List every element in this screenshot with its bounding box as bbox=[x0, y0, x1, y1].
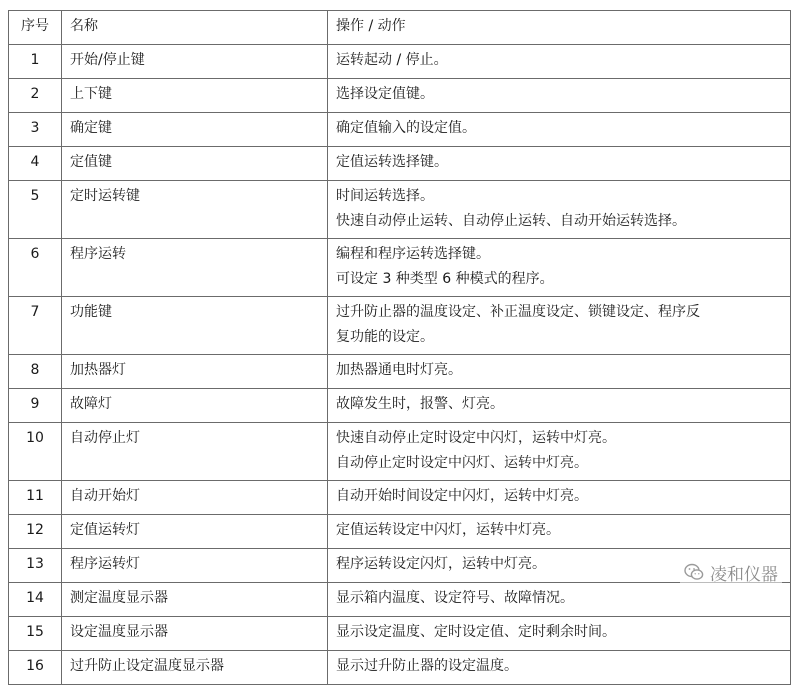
row-name: 确定键 bbox=[62, 113, 328, 147]
row-name: 过升防止设定温度显示器 bbox=[62, 651, 328, 685]
row-name: 功能键 bbox=[62, 297, 328, 355]
row-name: 设定温度显示器 bbox=[62, 617, 328, 651]
row-name: 开始/停止键 bbox=[62, 45, 328, 79]
row-name: 测定温度显示器 bbox=[62, 583, 328, 617]
table-row bbox=[9, 113, 791, 147]
action-line: 过升防止器的温度设定、补正温度设定、锁键设定、程序反 bbox=[336, 304, 700, 320]
row-name: 自动停止灯 bbox=[62, 423, 328, 481]
row-number: 6 bbox=[9, 239, 62, 297]
header-action: 操作 / 动作 bbox=[328, 11, 791, 45]
row-number: 4 bbox=[9, 147, 62, 181]
row-number: 7 bbox=[9, 297, 62, 355]
row-name: 上下键 bbox=[62, 79, 328, 113]
row-number: 2 bbox=[9, 79, 62, 113]
action-line: 自动开始时间设定中闪灯，运转中灯亮。 bbox=[336, 488, 588, 504]
action-line: 选择设定值键。 bbox=[336, 86, 434, 102]
action-line: 快速自动停止定时设定中闪灯，运转中灯亮。 bbox=[336, 430, 616, 446]
action-line: 定值运转选择键。 bbox=[336, 154, 448, 170]
table-row bbox=[9, 515, 791, 549]
table-row bbox=[9, 239, 791, 297]
table-row bbox=[9, 147, 791, 181]
table-row bbox=[9, 583, 791, 617]
row-number: 15 bbox=[9, 617, 62, 651]
table-row bbox=[9, 355, 791, 389]
row-number: 13 bbox=[9, 549, 62, 583]
action-line: 快速自动停止运转、自动停止运转、自动开始运转选择。 bbox=[336, 213, 686, 229]
row-action bbox=[328, 651, 791, 685]
action-line: 程序运转设定闪灯，运转中灯亮。 bbox=[336, 556, 546, 572]
table-row bbox=[9, 549, 791, 583]
row-action bbox=[328, 617, 791, 651]
row-action bbox=[328, 355, 791, 389]
row-name: 定值运转灯 bbox=[62, 515, 328, 549]
table-row bbox=[9, 79, 791, 113]
row-number: 12 bbox=[9, 515, 62, 549]
wechat-icon bbox=[684, 563, 704, 581]
row-number: 16 bbox=[9, 651, 62, 685]
row-action bbox=[328, 45, 791, 79]
row-action bbox=[328, 113, 791, 147]
row-number: 5 bbox=[9, 181, 62, 239]
row-action bbox=[328, 583, 791, 617]
table-row bbox=[9, 651, 791, 685]
row-number: 9 bbox=[9, 389, 62, 423]
action-line: 自动停止定时设定中闪灯、运转中灯亮。 bbox=[336, 455, 588, 471]
row-action bbox=[328, 481, 791, 515]
row-action bbox=[328, 423, 791, 481]
watermark-text: 凌和仪器 bbox=[710, 564, 778, 585]
row-number: 1 bbox=[9, 45, 62, 79]
action-line: 可设定 3 种类型 6 种模式的程序。 bbox=[336, 271, 554, 287]
action-line: 复功能的设定。 bbox=[336, 329, 434, 345]
row-name: 定值键 bbox=[62, 147, 328, 181]
row-name: 定时运转键 bbox=[62, 181, 328, 239]
row-action bbox=[328, 147, 791, 181]
action-line: 定值运转设定中闪灯，运转中灯亮。 bbox=[336, 522, 560, 538]
action-line: 显示箱内温度、设定符号、故障情况。 bbox=[336, 590, 574, 606]
row-action bbox=[328, 515, 791, 549]
table-header-row bbox=[9, 11, 791, 45]
table-row bbox=[9, 45, 791, 79]
table-row bbox=[9, 389, 791, 423]
row-number: 10 bbox=[9, 423, 62, 481]
row-number: 3 bbox=[9, 113, 62, 147]
table-row bbox=[9, 297, 791, 355]
action-line: 确定值输入的设定值。 bbox=[336, 120, 476, 136]
action-line: 显示设定温度、定时设定值、定时剩余时间。 bbox=[336, 624, 616, 640]
row-name: 程序运转 bbox=[62, 239, 328, 297]
row-action bbox=[328, 79, 791, 113]
action-line: 故障发生时，报警、灯亮。 bbox=[336, 396, 504, 412]
action-line: 加热器通电时灯亮。 bbox=[336, 362, 462, 378]
action-line: 显示过升防止器的设定温度。 bbox=[336, 658, 518, 674]
row-name: 自动开始灯 bbox=[62, 481, 328, 515]
row-name: 加热器灯 bbox=[62, 355, 328, 389]
table-row bbox=[9, 617, 791, 651]
row-number: 8 bbox=[9, 355, 62, 389]
watermark bbox=[680, 558, 782, 586]
row-action bbox=[328, 239, 791, 297]
row-number: 14 bbox=[9, 583, 62, 617]
row-action bbox=[328, 389, 791, 423]
action-line: 时间运转选择。 bbox=[336, 188, 434, 204]
row-action bbox=[328, 181, 791, 239]
header-no: 序号 bbox=[9, 11, 62, 45]
table-row bbox=[9, 423, 791, 481]
row-action bbox=[328, 297, 791, 355]
row-name: 程序运转灯 bbox=[62, 549, 328, 583]
row-number: 11 bbox=[9, 481, 62, 515]
header-name: 名称 bbox=[62, 11, 328, 45]
key-function-table bbox=[8, 10, 791, 685]
table-row bbox=[9, 181, 791, 239]
action-line: 编程和程序运转选择键。 bbox=[336, 246, 490, 262]
table-row bbox=[9, 481, 791, 515]
row-name: 故障灯 bbox=[62, 389, 328, 423]
action-line: 运转起动 / 停止。 bbox=[336, 52, 448, 68]
